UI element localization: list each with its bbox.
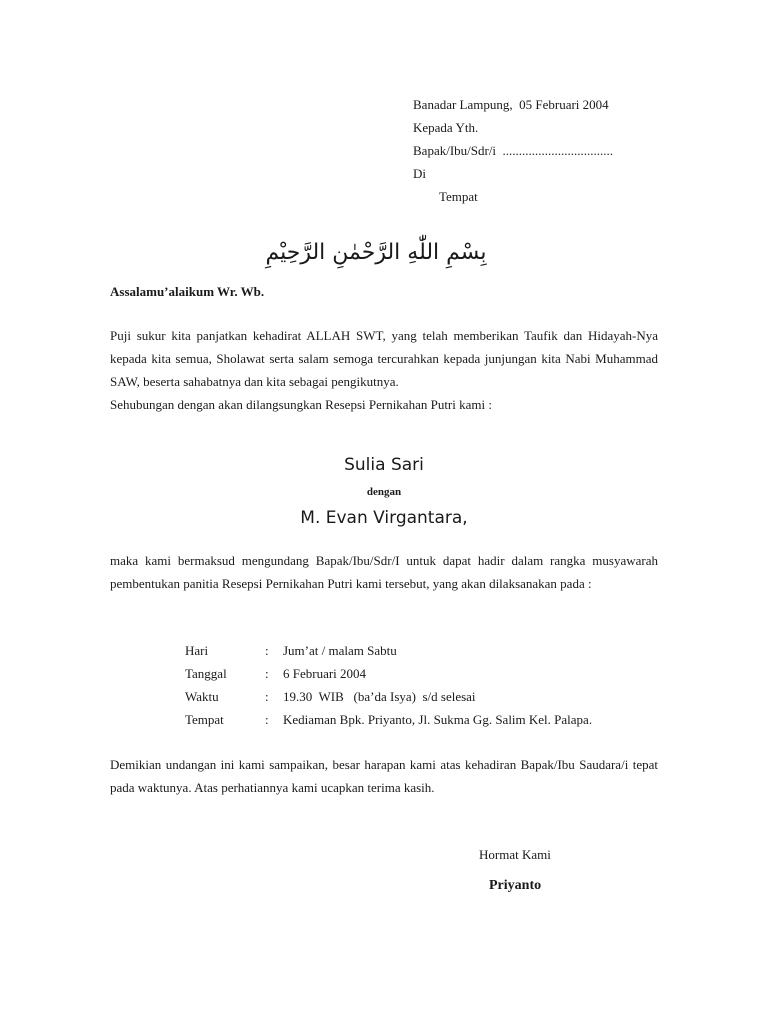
connector-dengan: dengan — [366, 486, 402, 498]
detail-separator: : — [265, 666, 269, 681]
detail-label: Hari — [185, 643, 209, 658]
signature-name: Priyanto — [489, 878, 542, 893]
to-line: Kepada Yth. — [413, 120, 479, 135]
announcement-line: Sehubungan dengan akan dilangsungkan Resepsi Pernikahan Putri kami : — [110, 397, 492, 412]
groom-name: M. Evan Virgantara, — [300, 508, 468, 528]
detail-value: 6 Februari 2004 — [283, 666, 367, 681]
bismillah-text: بِسْمِ اللّٰهِ الرَّحْمٰنِ الرَّحِيْمِ — [265, 240, 487, 265]
detail-label: Waktu — [185, 689, 219, 704]
detail-label: Tanggal — [185, 666, 227, 681]
invitation-paragraph: maka kami bermaksud mengundang Bapak/Ibu/Sdr/I untuk dapat hadir dalam rangka musyawarah pembentukan panitia Resepsi Pernikahan Putri kami tersebut, yang akan dilaksanakan pada : — [110, 553, 658, 591]
address-block — [413, 93, 613, 208]
detail-value: Jum’at / malam Sabtu — [283, 643, 397, 658]
closing-salutation: Hormat Kami — [479, 847, 551, 862]
di-line: Di — [413, 166, 426, 181]
greeting: Assalamu’alaikum Wr. Wb. — [110, 284, 265, 299]
bride-name: Sulia Sari — [344, 455, 424, 475]
closing-paragraph: Demikian undangan ini kami sampaikan, besar harapan kami atas kehadiran Bapak/Ibu Saudara/i tepat pada waktunya. Atas perhatiannya kami ucapkan terima kasih. — [110, 757, 658, 795]
tempat-line: Tempat — [439, 189, 478, 204]
recipient-line: Bapak/Ibu/Sdr/i .................................. — [413, 143, 614, 158]
bismillah-calligraphy — [190, 232, 562, 270]
detail-separator: : — [265, 712, 269, 727]
opening-paragraph — [110, 324, 658, 416]
opening-paragraph-text: Puji sukur kita panjatkan kehadirat ALLAH SWT, yang telah memberikan Taufik dan Hidayah-Nya kepada kita semua, Sholawat serta salam semoga tercurahkan kepada junjungan kita Nabi Muhammad SAW, beserta sahabatnya dan kita sebagai pengikutnya. — [110, 328, 658, 389]
detail-separator: : — [265, 643, 269, 658]
detail-value: 19.30 WIB (ba’da Isya) s/d selesai — [283, 689, 476, 704]
detail-row-tempat — [185, 708, 592, 731]
detail-separator: : — [265, 689, 269, 704]
detail-value: Kediaman Bpk. Priyanto, Jl. Sukma Gg. Salim Kel. Palapa. — [283, 712, 593, 727]
detail-row-tanggal — [185, 662, 592, 685]
detail-row-waktu — [185, 685, 592, 708]
detail-label: Tempat — [185, 712, 224, 727]
event-details — [185, 639, 592, 731]
detail-row-hari — [185, 639, 592, 662]
place-date: Banadar Lampung, 05 Februari 2004 — [413, 97, 609, 112]
